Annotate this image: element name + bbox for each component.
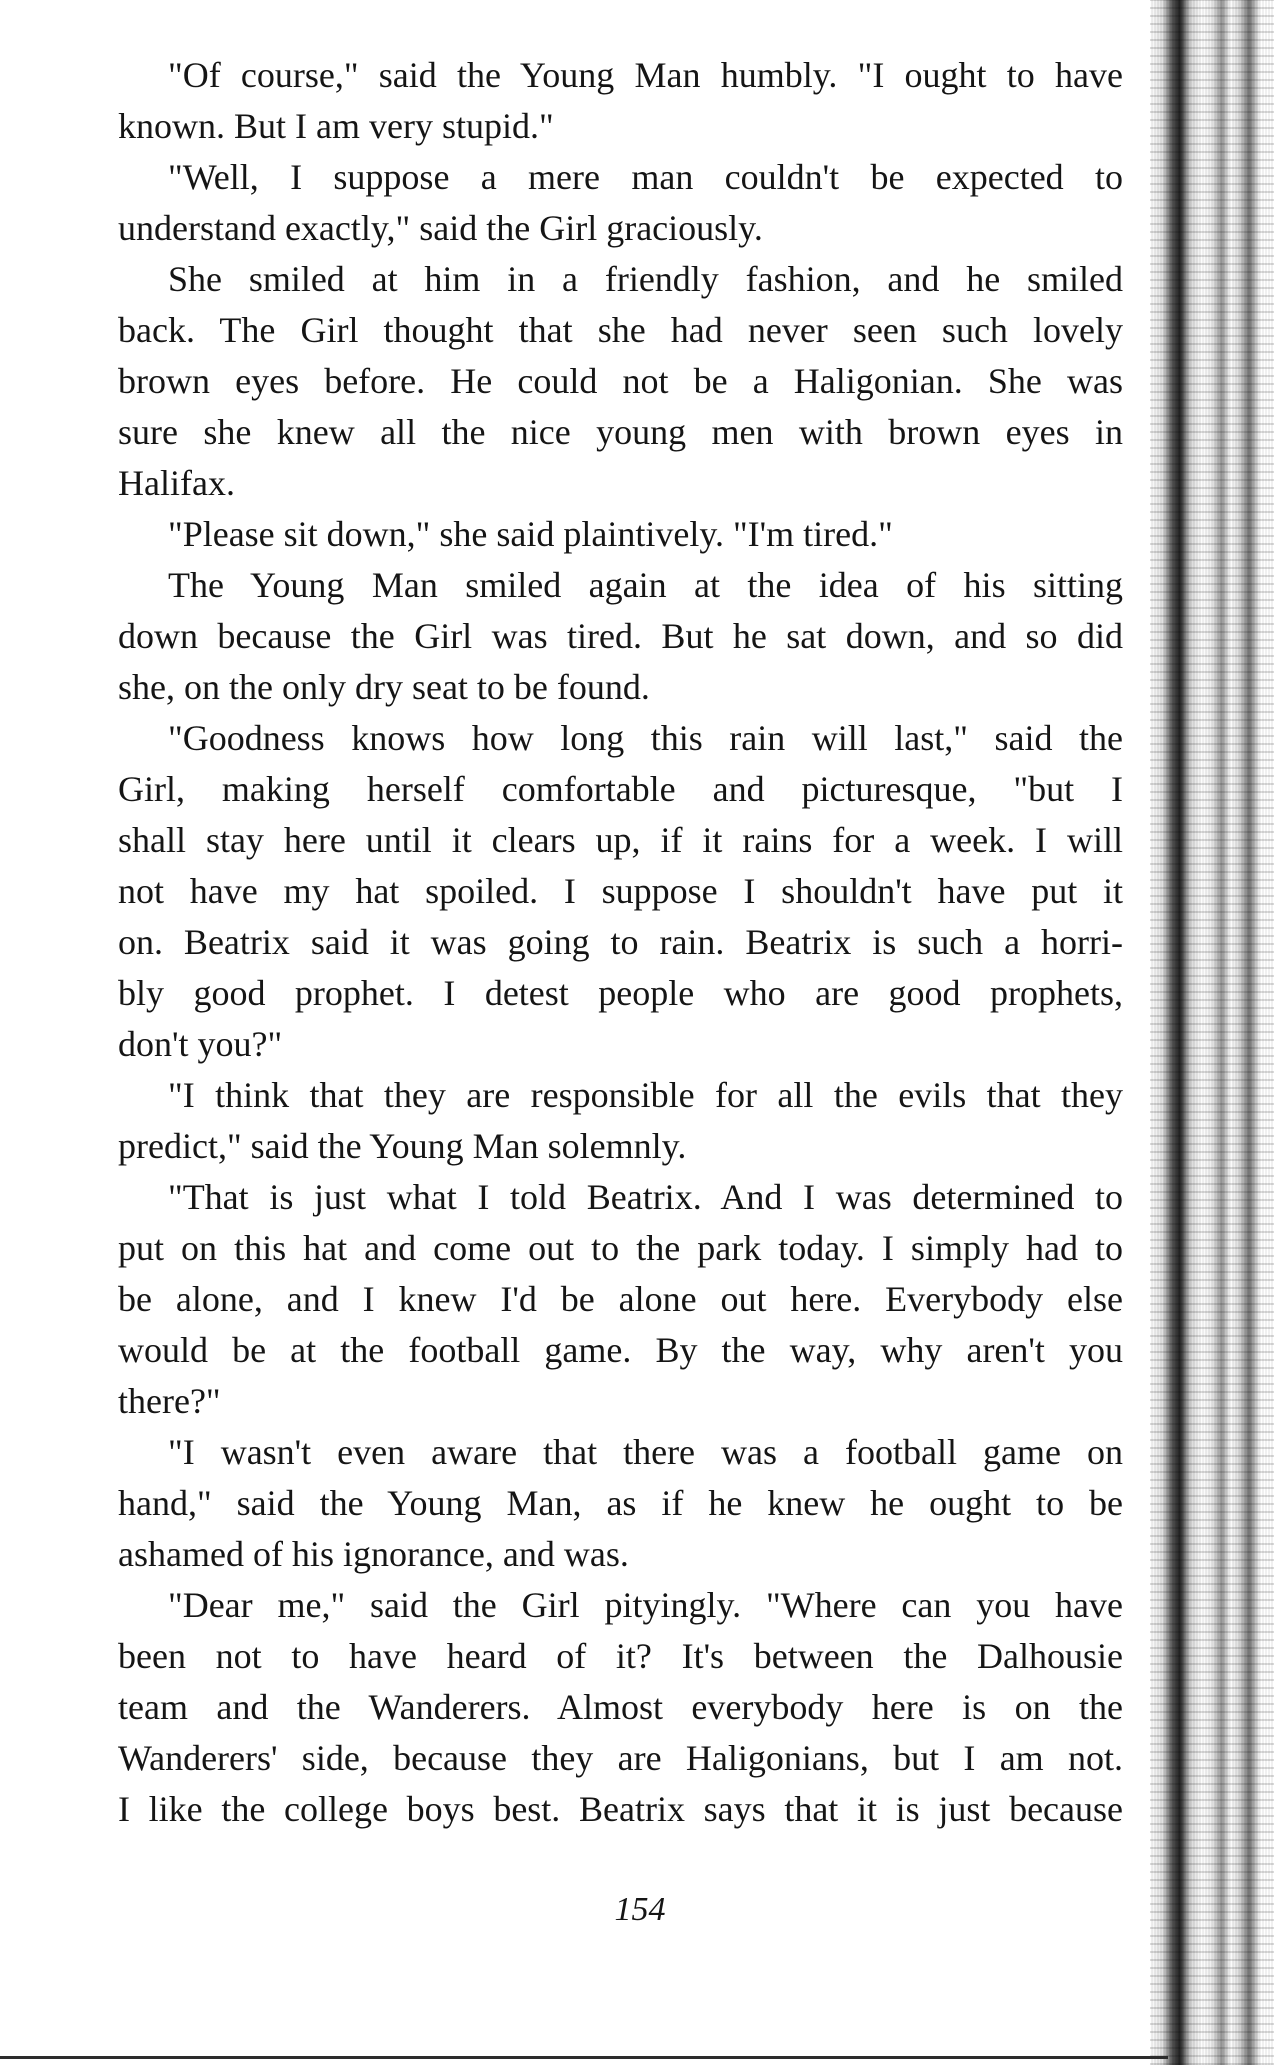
text-line: down because the Girl was tired. But he sat down, and so did <box>118 616 1123 656</box>
text-line: "Goodness knows how long this rain will last," said the <box>168 718 1123 758</box>
text-line: hand," said the Young Man, as if he knew he ought to be <box>118 1483 1123 1523</box>
text-line: Halifax. <box>118 463 235 503</box>
text-line: put on this hat and come out to the park today. I simply had to <box>118 1228 1123 1268</box>
text-line: brown eyes before. He could not be a Haligonian. She was <box>118 361 1123 401</box>
text-line: "Of course," said the Young Man humbly. "I ought to have <box>168 55 1123 95</box>
text-line: The Young Man smiled again at the idea of his sitting <box>168 565 1123 605</box>
page-bottom-rule <box>0 2056 1168 2059</box>
text-line: would be at the football game. By the way, why aren't you <box>118 1330 1123 1370</box>
text-line: known. But I am very stupid." <box>118 106 554 146</box>
page-number: 154 <box>614 1891 666 1928</box>
text-line: don't you?" <box>118 1024 283 1064</box>
text-line: sure she knew all the nice young men with brown eyes in <box>118 412 1123 452</box>
text-line: be alone, and I knew I'd be alone out here. Everybody else <box>118 1279 1123 1319</box>
text-line: "Well, I suppose a mere man couldn't be expected to <box>168 157 1123 197</box>
text-line: Wanderers' side, because they are Haligonians, but I am not. <box>118 1738 1123 1778</box>
text-line: "That is just what I told Beatrix. And I was determined to <box>168 1177 1123 1217</box>
binding-shadow <box>1150 0 1184 2065</box>
text-line: Girl, making herself comfortable and picturesque, "but I <box>118 769 1123 809</box>
text-line: I like the college boys best. Beatrix says that it is just because <box>118 1789 1123 1829</box>
text-line: "Dear me," said the Girl pityingly. "Where can you have <box>168 1585 1123 1625</box>
text-line: ashamed of his ignorance, and was. <box>118 1534 629 1574</box>
text-line: bly good prophet. I detest people who are good prophets, <box>118 973 1123 1013</box>
page-text <box>118 50 1123 1835</box>
text-line: predict," said the Young Man solemnly. <box>118 1126 687 1166</box>
text-line: understand exactly," said the Girl graciously. <box>118 208 763 248</box>
text-line: team and the Wanderers. Almost everybody here is on the <box>118 1687 1123 1727</box>
text-line: been not to have heard of it? It's between the Dalhousie <box>118 1636 1123 1676</box>
text-line: not have my hat spoiled. I suppose I shouldn't have put it <box>118 871 1123 911</box>
text-line: "I wasn't even aware that there was a football game on <box>168 1432 1123 1472</box>
text-line: back. The Girl thought that she had never seen such lovely <box>118 310 1123 350</box>
text-line: She smiled at him in a friendly fashion, and he smiled <box>168 259 1123 299</box>
book-binding-edge <box>1150 0 1274 2065</box>
text-line: "I think that they are responsible for all the evils that they <box>168 1075 1123 1115</box>
text-line: there?" <box>118 1381 221 1421</box>
text-line: on. Beatrix said it was going to rain. Beatrix is such a horri- <box>118 922 1123 962</box>
text-line: she, on the only dry seat to be found. <box>118 667 650 707</box>
text-line: shall stay here until it clears up, if it rains for a week. I will <box>118 820 1123 860</box>
text-line: "Please sit down," she said plaintively. "I'm tired." <box>168 514 893 554</box>
